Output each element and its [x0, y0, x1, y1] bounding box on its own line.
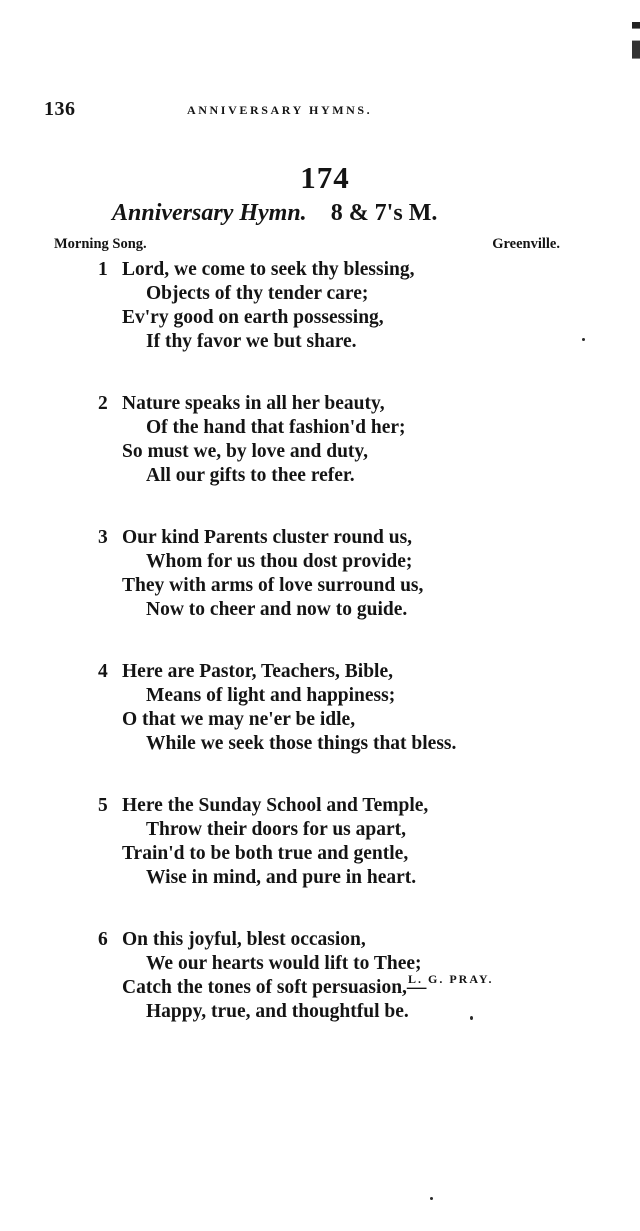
hymn-meter: 8 & 7's M. — [330, 200, 438, 226]
tune-name-left: Morning Song. — [54, 236, 147, 252]
stanza-line: Catch the tones of soft persuasion,— — [122, 977, 427, 998]
hymn-title: Anniversary Hymn. — [112, 200, 307, 226]
stanza-line — [98, 794, 568, 818]
stanza-line-text: On this joyful, blest occasion, — [122, 929, 366, 950]
stanza-line — [98, 392, 568, 416]
stanza-line: If thy favor we but share. — [146, 331, 357, 352]
page-number: 136 — [44, 98, 76, 120]
stanza-line-text: Nature speaks in all her beauty, — [122, 393, 385, 414]
print-speck — [470, 1016, 473, 1020]
stanza-line — [98, 660, 568, 684]
stanza-line: Happy, true, and thoughtful be. — [146, 1001, 409, 1022]
stanza-line: Throw their doors for us apart, — [146, 819, 407, 840]
stanza-number: 3 — [98, 527, 108, 548]
stanza-4 — [98, 660, 568, 756]
stanza-5 — [98, 794, 568, 890]
page-header — [44, 98, 524, 122]
stanza-line: All our gifts to thee refer. — [146, 465, 355, 486]
page-edge-mark — [632, 22, 640, 82]
stanza-line: Objects of thy tender care; — [146, 283, 369, 304]
stanza-line: Now to cheer and now to guide. — [146, 599, 408, 620]
hymn-author: L. G. PRAY. — [408, 972, 494, 986]
stanza-line — [98, 928, 568, 952]
stanza-line-text: Lord, we come to seek thy blessing, — [122, 259, 415, 280]
tune-row — [54, 236, 560, 256]
stanza-number: 1 — [98, 259, 108, 280]
stanza-line: Wise in mind, and pure in heart. — [146, 867, 417, 888]
stanza-line-text: Our kind Parents cluster round us, — [122, 527, 413, 548]
stanza-line: So must we, by love and duty, — [122, 441, 368, 462]
stanza-3 — [98, 526, 568, 622]
stanza-line: They with arms of love surround us, — [122, 575, 424, 596]
hymn-stanzas — [98, 258, 568, 1062]
stanza-number: 6 — [98, 929, 108, 950]
stanza-number: 4 — [98, 661, 108, 682]
running-head: ANNIVERSARY HYMNS. — [187, 103, 373, 117]
stanza-line: While we seek those things that bless. — [146, 733, 457, 754]
stanza-number: 5 — [98, 795, 108, 816]
stanza-line: Means of light and happiness; — [146, 685, 396, 706]
tune-name-right: Greenville. — [492, 236, 560, 252]
stanza-line: Train'd to be both true and gentle, — [122, 843, 409, 864]
stanza-line: Whom for us thou dost provide; — [146, 551, 413, 572]
stanza-line-text: Here the Sunday School and Temple, — [122, 795, 429, 816]
stanza-line: Of the hand that fashion'd her; — [146, 417, 406, 438]
stanza-line-text: Here are Pastor, Teachers, Bible, — [122, 661, 393, 682]
stanza-line: We our hearts would lift to Thee; — [146, 953, 422, 974]
hymn-number: 174 — [300, 160, 350, 195]
stanza-6 — [98, 928, 568, 1024]
stanza-2 — [98, 392, 568, 488]
stanza-line — [98, 258, 568, 282]
hymn-title-row — [112, 200, 532, 227]
print-speck — [430, 1197, 433, 1200]
stanza-line: Ev'ry good on earth possessing, — [122, 307, 384, 328]
stanza-line: O that we may ne'er be idle, — [122, 709, 356, 730]
stanza-number: 2 — [98, 393, 108, 414]
print-speck — [582, 338, 585, 341]
stanza-1 — [98, 258, 568, 354]
stanza-line — [98, 526, 568, 550]
